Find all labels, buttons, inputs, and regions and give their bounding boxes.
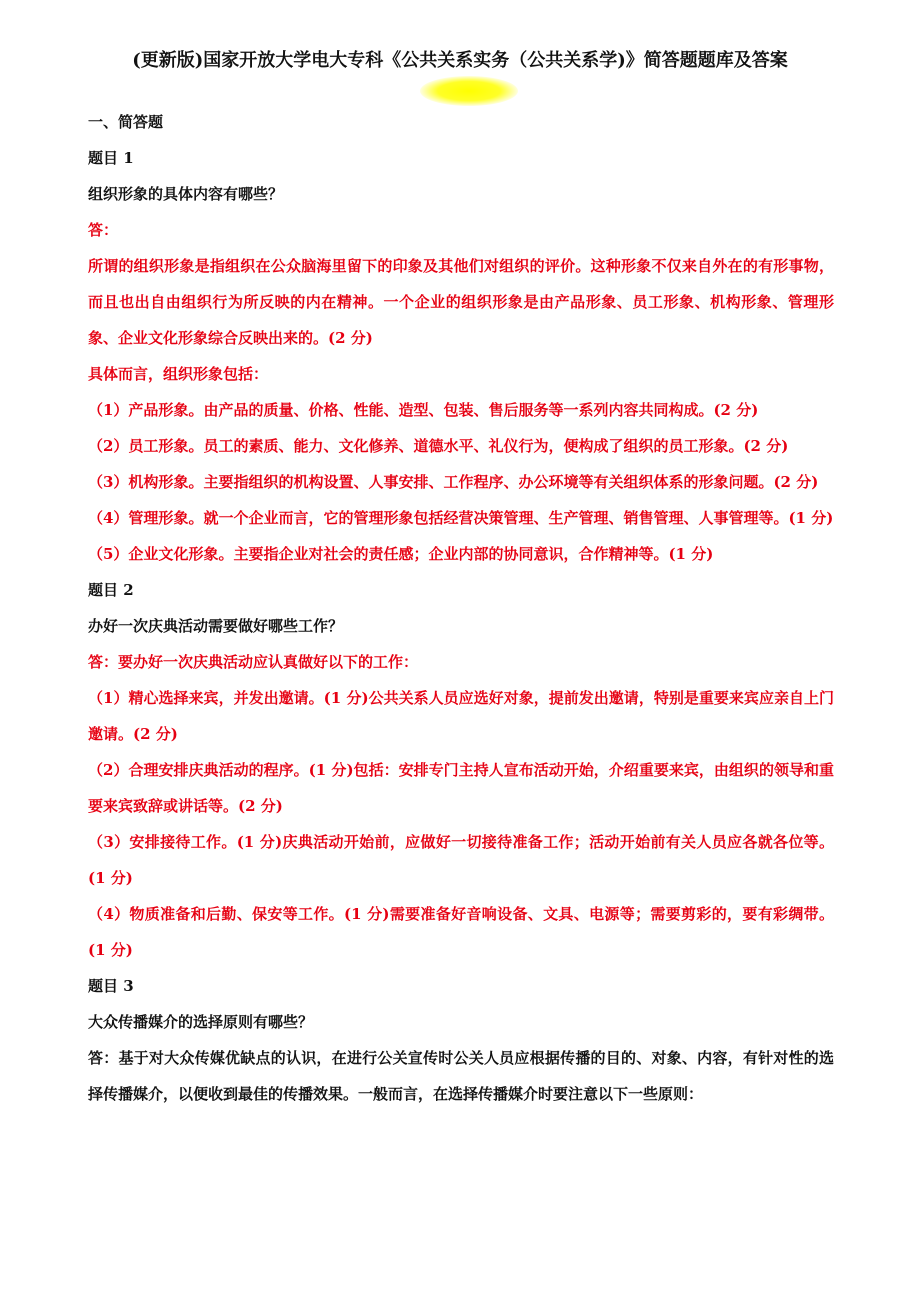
answer-line: 所谓的组织形象是指组织在公众脑海里留下的印象及其他们对组织的评价。这种形象不仅来自外在的有形事物，而且也出自由组织行为所反映的内在精神。一个企业的组织形象是由产品形象、员工形象、机构形象、管理形象、企业文化形象综合反映出来的。(2 分) <box>88 257 834 347</box>
answer-line: 答：要办好一次庆典活动应认真做好以下的工作： <box>88 653 419 671</box>
document-body <box>88 104 834 1112</box>
answer-line: （1）产品形象。由产品的质量、价格、性能、造型、包装、售后服务等一系列内容共同构成。(2 分) <box>88 401 759 419</box>
answer-line: （5）企业文化形象。主要指企业对社会的责任感；企业内部的协同意识，合作精神等。(1 分) <box>88 545 714 563</box>
answer-line: （4）物质准备和后勤、保安等工作。(1 分)需要准备好音响设备、文具、电源等；需要剪彩的，要有彩绸带。(1 分) <box>88 905 834 959</box>
answer-line: （2）合理安排庆典活动的程序。(1 分)包括：安排专门主持人宣布活动开始，介绍重要来宾，由组织的领导和重要来宾致辞或讲话等。(2 分) <box>88 761 834 815</box>
section-heading: 一、简答题 <box>88 113 164 131</box>
question-text: 办好一次庆典活动需要做好哪些工作？ <box>88 617 344 635</box>
answer-line: 具体而言，组织形象包括： <box>88 365 269 383</box>
answer-line: （1）精心选择来宾，并发出邀请。(1 分)公共关系人员应选好对象，提前发出邀请，特别是重要来宾应亲自上门邀请。(2 分) <box>88 689 834 743</box>
answer-line: 答：基于对大众传媒优缺点的认识，在进行公关宣传时公关人员应根据传播的目的、对象、内容，有针对性的选择传播媒介，以便收到最佳的传播效果。一般而言，在选择传播媒介时要注意以下一些原则： <box>88 1049 834 1103</box>
question-number: 题目 2 <box>88 581 134 599</box>
answer-line: 答： <box>88 221 119 239</box>
document-title: (更新版)国家开放大学电大专科《公共关系实务（公共关系学)》简答题题库及答案 <box>132 50 788 71</box>
answer-line: （2）员工形象。员工的素质、能力、文化修养、道德水平、礼仪行为，便构成了组织的员工形象。(2 分) <box>88 437 789 455</box>
question-number: 题目 1 <box>88 149 134 167</box>
answer-line: （3）机构形象。主要指组织的机构设置、人事安排、工作程序、办公环境等有关组织体系的形象问题。(2 分) <box>88 473 819 491</box>
question-text: 大众传播媒介的选择原则有哪些？ <box>88 1013 314 1031</box>
answer-line: （3）安排接待工作。(1 分)庆典活动开始前，应做好一切接待准备工作；活动开始前有关人员应各就各位等。(1 分) <box>88 833 834 887</box>
answer-line: （4）管理形象。就一个企业而言，它的管理形象包括经营决策管理、生产管理、销售管理、人事管理等。(1 分) <box>88 509 834 527</box>
yellow-highlight-mark <box>420 76 518 106</box>
question-text: 组织形象的具体内容有哪些？ <box>88 185 284 203</box>
question-number: 题目 3 <box>88 977 134 995</box>
